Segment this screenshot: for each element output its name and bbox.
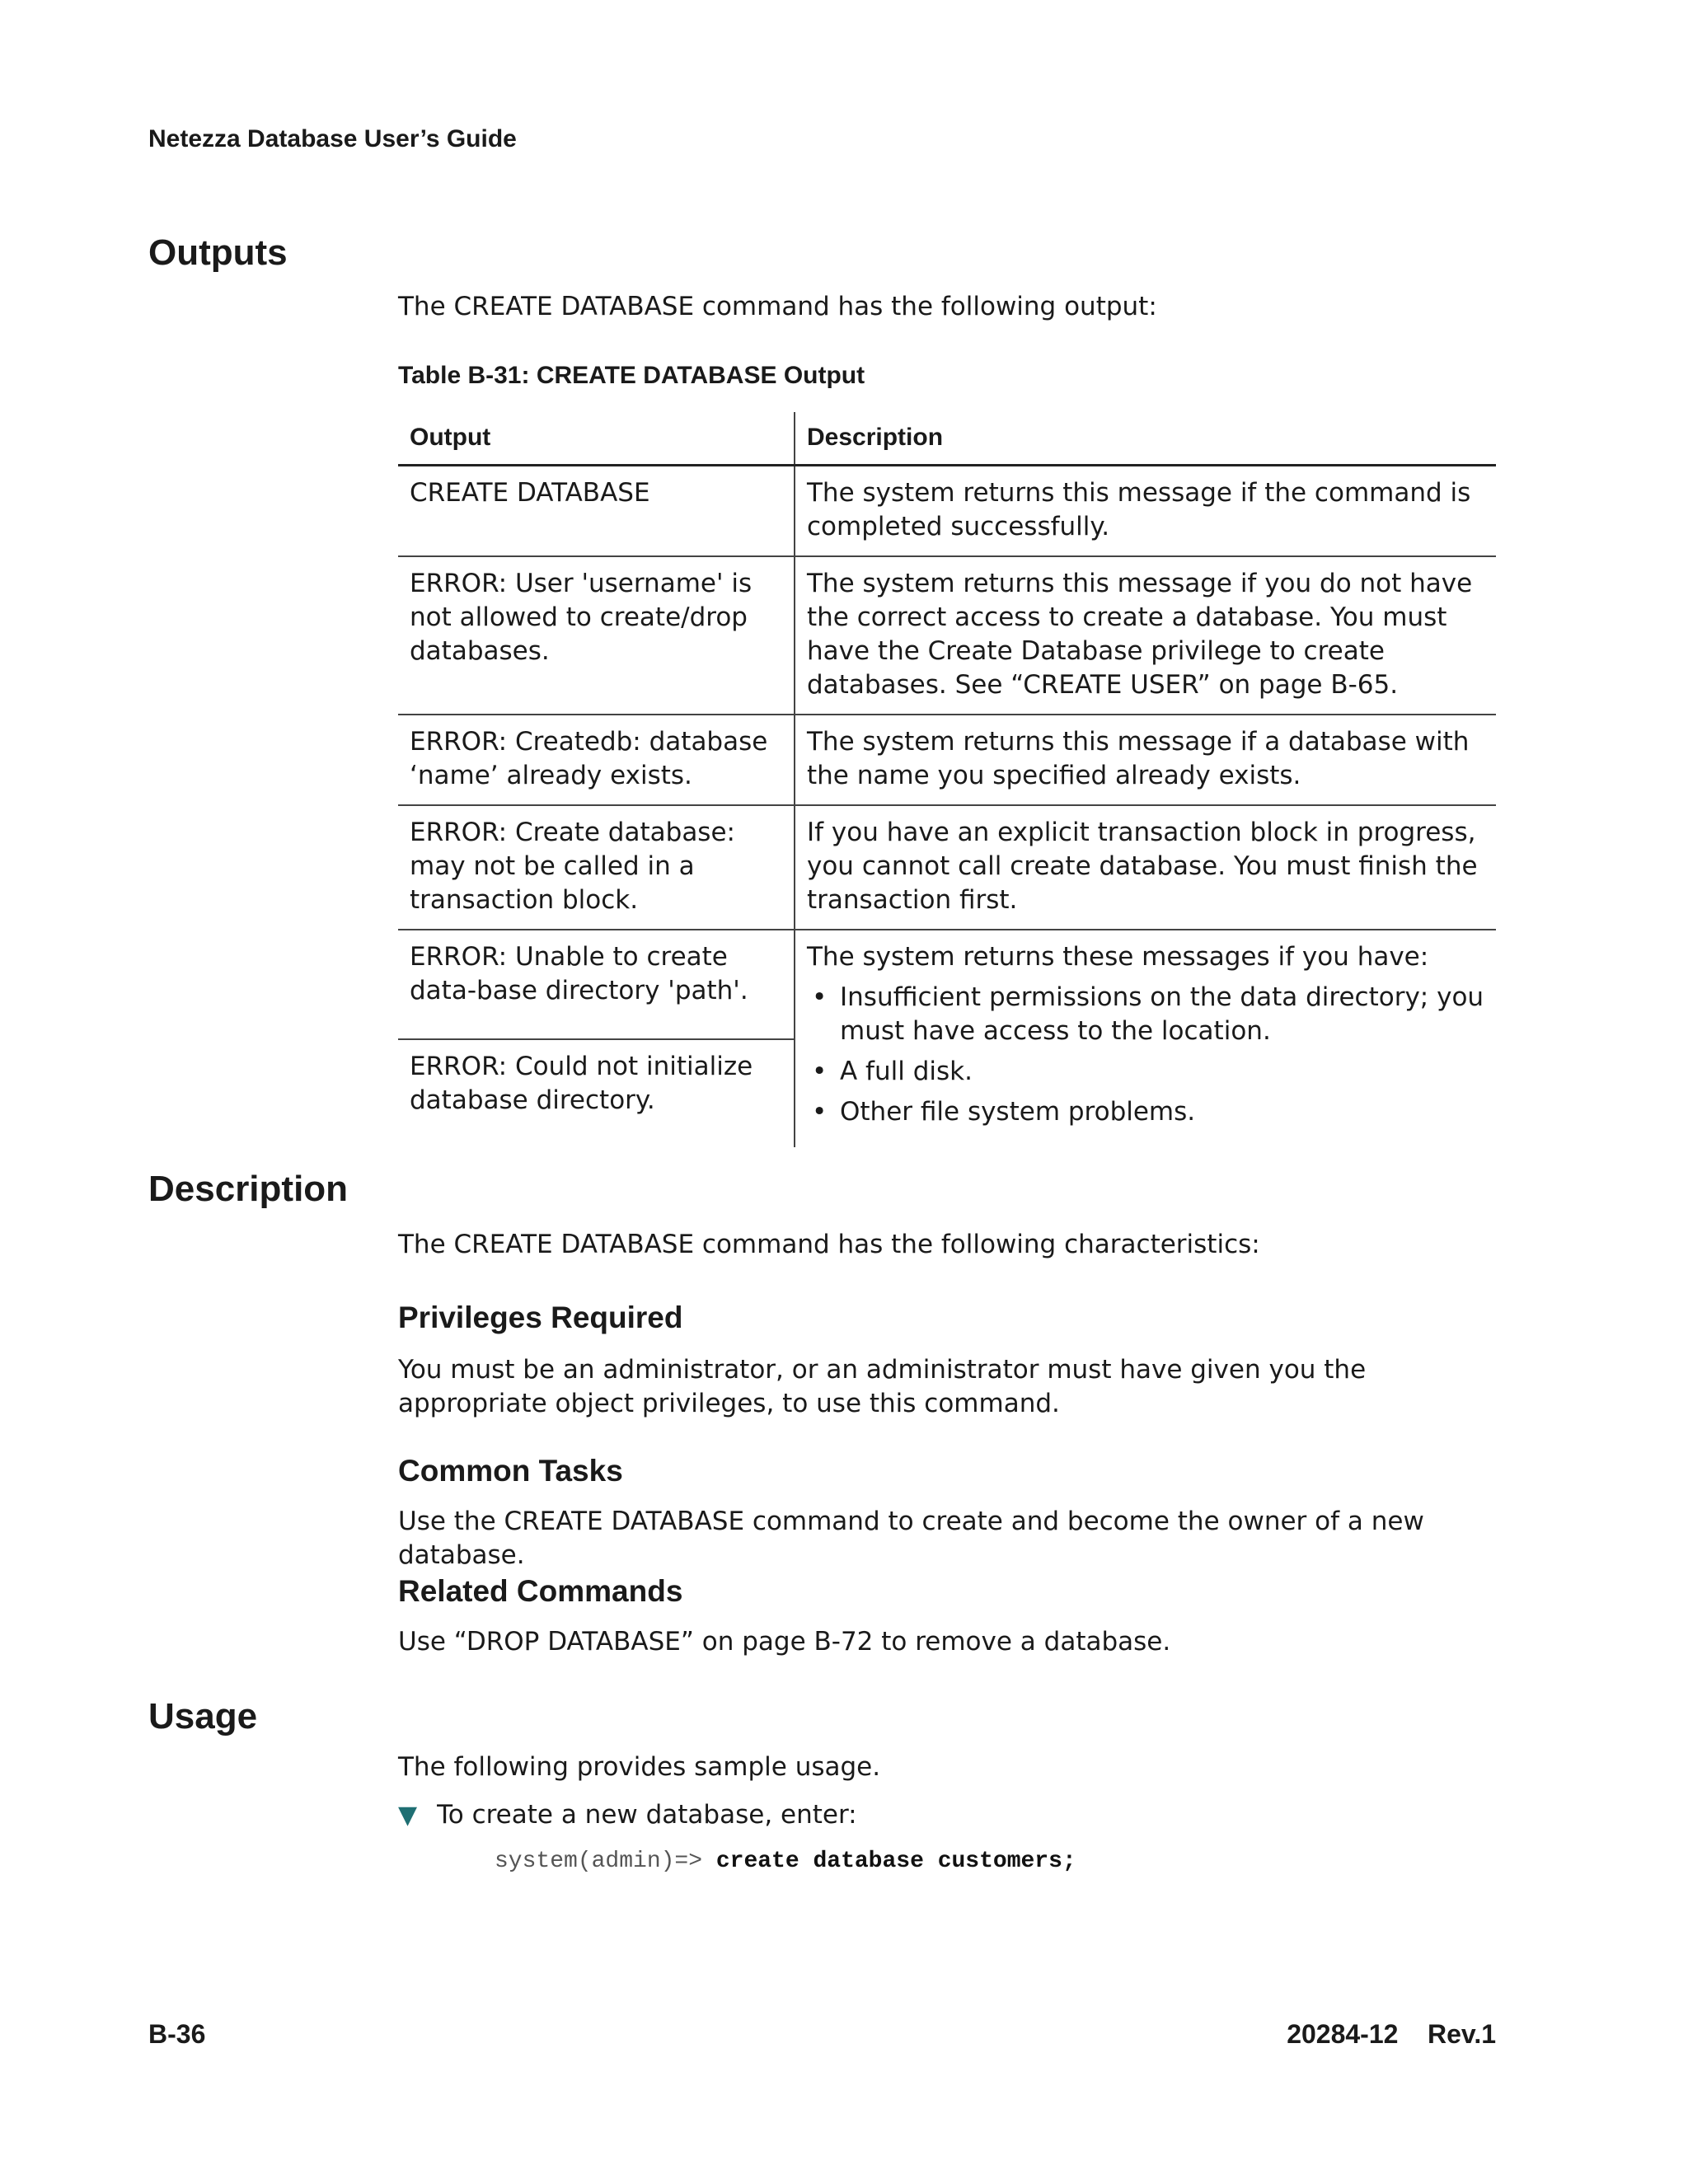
privileges-text: You must be an administrator, or an administrator must have given you the appropriate object privileges, to use this command. — [398, 1355, 1367, 1418]
running-header: Netezza Database User’s Guide — [148, 125, 517, 152]
table-caption: Table B-31: CREATE DATABASE Output — [398, 362, 865, 389]
output-cell: ERROR: Createdb: database ‘name’ already exists. — [398, 715, 795, 805]
related-commands-text: Use “DROP DATABASE” on page B-72 to remove a database. — [398, 1627, 1171, 1657]
description-cell — [795, 930, 1496, 1147]
usage-intro: The following provides sample usage. — [398, 1752, 881, 1782]
bullet-list — [807, 981, 1484, 1129]
document-id: 20284-12 Rev.1 — [1287, 2019, 1496, 2049]
output-table — [398, 412, 1496, 1147]
usage-heading: Usage — [148, 1696, 258, 1736]
table-row — [398, 930, 1496, 1039]
code-command: create database customers; — [715, 1849, 1076, 1874]
triangle-down-icon: ▼ — [398, 1801, 418, 1830]
description-cell: The system returns this message if a database with the name you specified already exists. — [807, 727, 1470, 790]
output-cell: ERROR: Create database: may not be called in a transaction block. — [398, 805, 795, 930]
description-heading: Description — [148, 1169, 349, 1209]
output-cell: ERROR: Unable to create data-base directory 'path'. — [398, 930, 795, 1039]
code-prompt: system(admin)=> — [495, 1849, 716, 1874]
table-row — [398, 466, 1496, 557]
table-row — [398, 715, 1496, 805]
procedure-step — [398, 1800, 857, 1830]
table-row — [398, 556, 1496, 715]
table-header-row — [398, 412, 1496, 466]
list-item: • Insufficient permissions on the data directory; you must have access to the location. — [828, 981, 1484, 1048]
description-cell: The system returns this message if you do not have the correct access to create a database. You must have the Create Database privilege to create databases. See “CREATE USER” on page B-65. — [807, 569, 1473, 700]
list-item: • A full disk. — [828, 1055, 1484, 1089]
description-cell: If you have an explicit transaction block in progress, you cannot call create database. You must finish the transaction first. — [807, 818, 1478, 915]
outputs-intro: The CREATE DATABASE command has the following output: — [398, 292, 1157, 321]
description-intro: The system returns these messages if you have: — [807, 942, 1429, 972]
description-intro: The CREATE DATABASE command has the following characteristics: — [398, 1230, 1260, 1259]
column-header-description: Description — [807, 424, 944, 451]
column-header-output: Output — [398, 412, 795, 466]
output-cell: CREATE DATABASE — [398, 466, 795, 557]
output-cell: ERROR: User 'username' is not allowed to create/drop databases. — [398, 556, 795, 715]
table-row — [398, 805, 1496, 930]
related-commands-heading: Related Commands — [398, 1574, 683, 1608]
common-tasks-text: Use the CREATE DATABASE command to create and become the owner of a new database. — [398, 1507, 1424, 1570]
output-cell: ERROR: Could not initialize database directory. — [398, 1039, 795, 1147]
outputs-heading: Outputs — [148, 232, 288, 273]
code-sample — [495, 1849, 1076, 1874]
step-text: To create a new database, enter: — [437, 1800, 857, 1830]
list-item: • Other file system problems. — [828, 1095, 1484, 1129]
description-cell: The system returns this message if the command is completed successfully. — [807, 478, 1471, 541]
page-number: B-36 — [148, 2019, 206, 2049]
privileges-heading: Privileges Required — [398, 1301, 683, 1334]
common-tasks-heading: Common Tasks — [398, 1454, 623, 1488]
